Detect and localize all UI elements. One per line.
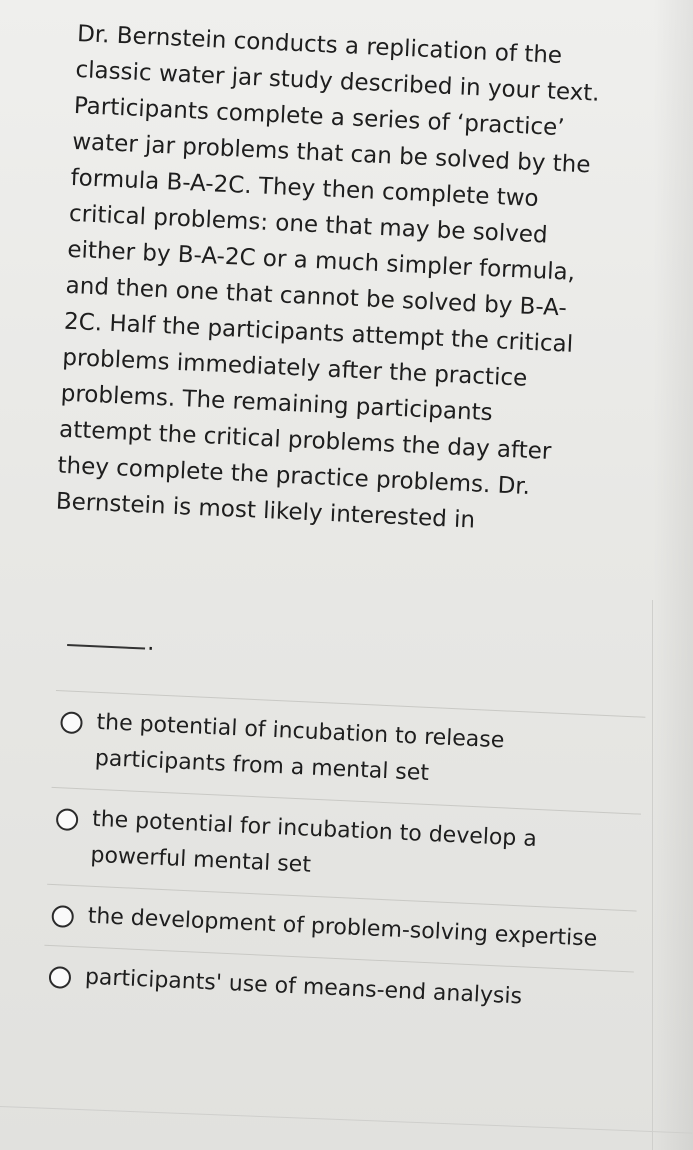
question-line-11: problems. The remaining participants — [60, 380, 494, 427]
question-line-8: and then one that cannot be solved by B-A- — [65, 272, 568, 322]
question-line-10: problems immediately after the practice — [61, 344, 528, 392]
answer-option-2[interactable] — [48, 800, 641, 899]
answer-option-1-label: the potential of incubation to release participants from a mental set — [94, 709, 505, 786]
radio-button-icon[interactable] — [51, 905, 74, 928]
question-text — [55, 16, 667, 546]
answer-blank — [67, 626, 155, 656]
blank-underline — [67, 644, 145, 650]
question-line-13: they complete the practice problems. Dr. — [56, 452, 531, 500]
radio-button-icon[interactable] — [56, 808, 79, 831]
question-line-3: Participants complete a series of ‘practice’ — [73, 92, 566, 142]
question-line-1: Dr. Bernstein conducts a replication of the — [76, 20, 563, 69]
question-line-14: Bernstein is most likely interested in — [55, 488, 476, 534]
question-line-9: 2C. Half the participants attempt the critical — [63, 308, 574, 358]
question-line-12: attempt the critical problems the day after — [58, 416, 552, 465]
question-line-6: critical problems: one that may be solved — [68, 200, 549, 249]
radio-button-icon[interactable] — [60, 711, 83, 734]
blank-suffix: . — [146, 629, 156, 656]
question-line-5: formula B-A-2C. They then complete two — [70, 164, 540, 213]
radio-button-icon[interactable] — [48, 966, 71, 989]
answer-option-3-label: the development of problem-solving expertise — [87, 903, 598, 952]
answer-options — [42, 690, 646, 1032]
answer-option-2-label: the potential for incubation to develop a powerful mental set — [89, 806, 538, 878]
question-line-7: either by B-A-2C or a much simpler formula, — [66, 236, 576, 286]
vertical-divider — [652, 600, 653, 1150]
answer-option-1[interactable] — [52, 703, 645, 802]
answer-option-4-label: participants' use of means-end analysis — [84, 964, 523, 1010]
question-line-4: water jar problems that can be solved by the — [71, 128, 591, 179]
question-line-2: classic water jar study described in your text. — [74, 56, 601, 107]
